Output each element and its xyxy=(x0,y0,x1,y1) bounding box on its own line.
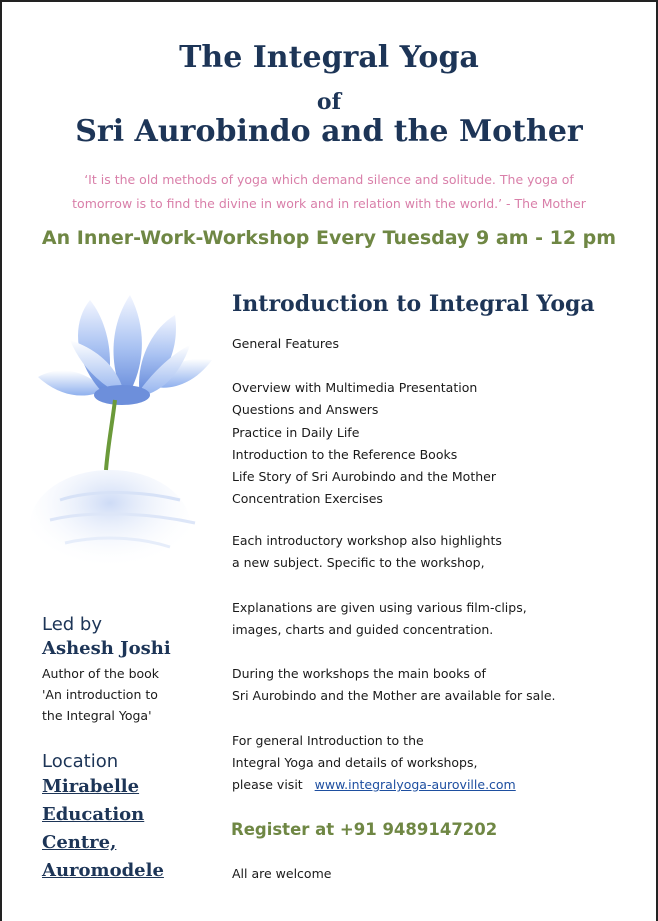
location-line: Auromodele xyxy=(42,860,164,881)
workshop-highlight-text: a new subject. Specific to the workshop, xyxy=(232,555,485,570)
feature-item: Introduction to the Reference Books xyxy=(232,447,458,462)
page-subtitle: Sri Aurobindo and the Mother xyxy=(75,114,583,149)
general-intro-text: For general Introduction to the xyxy=(232,733,424,748)
location-line: Mirabelle xyxy=(42,776,140,797)
location-label: Location xyxy=(42,751,119,772)
led-by-label: Led by xyxy=(42,614,103,635)
page-title: The Integral Yoga xyxy=(179,40,479,75)
mother-quote xyxy=(30,168,628,216)
feature-item: Life Story of Sri Aurobindo and the Mother xyxy=(232,469,496,484)
page-title-of: of xyxy=(316,89,342,115)
explanations-text: images, charts and guided concentration. xyxy=(232,622,494,637)
author-line: Author of the book xyxy=(42,666,160,681)
author-line: 'An introduction to xyxy=(42,687,158,702)
location-line: Centre, xyxy=(42,832,117,853)
page-border-top xyxy=(0,0,658,2)
explanations-text: Explanations are given using various film-clips, xyxy=(232,600,527,615)
website-link[interactable]: www.integralyoga-auroville.com xyxy=(314,777,516,792)
register-phone: Register at +91 9489147202 xyxy=(231,820,498,839)
general-features-label: General Features xyxy=(232,336,339,351)
visit-line xyxy=(232,777,516,792)
feature-item: Overview with Multimedia Presentation xyxy=(232,380,478,395)
books-text: Sri Aurobindo and the Mother are available for sale. xyxy=(232,688,556,703)
feature-item: Concentration Exercises xyxy=(232,491,383,506)
quote-line-1: ‘It is the old methods of yoga which demand silence and solitude. The yoga of xyxy=(84,172,574,187)
books-text: During the workshops the main books of xyxy=(232,666,486,681)
welcome-text: All are welcome xyxy=(232,866,332,881)
general-intro-text: Integral Yoga and details of workshops, xyxy=(232,755,478,770)
feature-item: Practice in Daily Life xyxy=(232,425,360,440)
workshop-schedule: An Inner-Work-Workshop Every Tuesday 9 am - 12 pm xyxy=(41,227,617,249)
location-line: Education xyxy=(42,804,145,825)
author-line: the Integral Yoga' xyxy=(42,708,152,723)
feature-item: Questions and Answers xyxy=(232,402,379,417)
lotus-flower-image xyxy=(30,285,215,585)
leader-name: Ashesh Joshi xyxy=(42,638,171,659)
quote-line-2: tomorrow is to find the divine in work and in relation with the world.’ - The Mother xyxy=(72,196,586,211)
workshop-highlight-text: Each introductory workshop also highlights xyxy=(232,533,502,548)
visit-prefix: please visit xyxy=(232,777,303,792)
intro-heading: Introduction to Integral Yoga xyxy=(232,291,595,317)
